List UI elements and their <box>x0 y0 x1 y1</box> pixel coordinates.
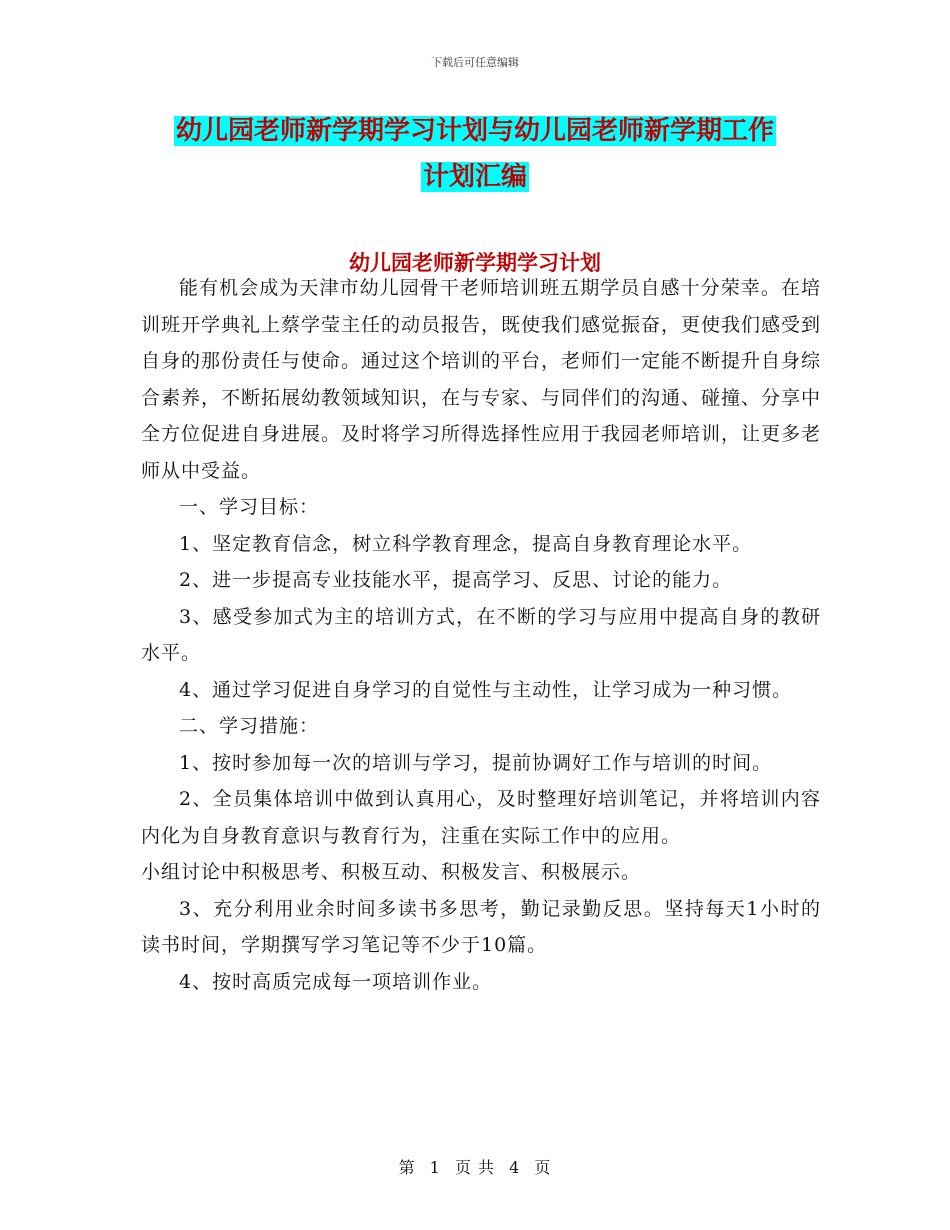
main-title <box>0 108 950 200</box>
heading-learning-measures: 二、学习措施： <box>179 715 320 737</box>
footer-suffix: 页 <box>534 1158 552 1177</box>
footer-current-page: 1 <box>429 1158 441 1177</box>
header-note: 下载后可任意编辑 <box>431 56 519 69</box>
main-title-line-1: 幼儿园老师新学期学习计划与幼儿园老师新学期工作 <box>175 116 774 146</box>
measure-item-2-continued: 小组讨论中积极思考、积极互动、积极发言、积极展示。 <box>141 861 642 883</box>
goal-item-4: 4、通过学习促进自身学习的自觉性与主动性，让学习成为一种习惯。 <box>179 678 793 701</box>
main-title-line-2: 计划汇编 <box>422 162 527 192</box>
page-footer <box>0 1155 950 1178</box>
document-body <box>141 270 821 1000</box>
footer-total-pages: 4 <box>509 1158 521 1177</box>
footer-prefix: 第 <box>398 1158 416 1177</box>
heading-learning-goals: 一、学习目标： <box>179 496 320 518</box>
measure-item-4: 4、按时高质完成每一项培训作业。 <box>179 970 493 993</box>
goal-item-3: 3、感受参加式为主的培训方式，在不断的学习与应用中提高自身的教研水平。 <box>141 605 821 664</box>
section-title: 幼儿园老师新学期学习计划 <box>349 251 601 275</box>
footer-mid: 页 共 <box>454 1158 496 1177</box>
goal-item-2: 2、进一步提高专业技能水平，提高学习、反思、讨论的能力。 <box>179 569 733 591</box>
measure-item-1: 1、按时参加每一次的培训与学习，提前协调好工作与培训的时间。 <box>179 751 773 774</box>
goal-item-1: 1、坚定教育信念，树立科学教育理念，提高自身教育理论水平。 <box>179 532 753 555</box>
measure-item-3: 3、充分利用业余时间多读书多思考，勤记录勤反思。坚持每天1小时的读书时间，学期撰写学习笔记等不少于10篇。 <box>141 897 821 956</box>
measure-item-2: 2、全员集体培训中做到认真用心，及时整理好培训笔记，并将培训内容内化为自身教育意识与教育行为，注重在实际工作中的应用。 <box>141 788 821 847</box>
paragraph-intro: 能有机会成为天津市幼儿园骨干老师培训班五期学员自感十分荣幸。在培训班开学典礼上蔡学莹主任的动员报告，既使我们感觉振奋，更使我们感受到自身的那份责任与使命。通过这个培训的平台，老师们一定能不断提升自身综合素养，不断拓展幼教领域知识，在与专家、与同伴们的沟通、碰撞、分享中全方位促进自身进展。及时将学习所得选择性应用于我园老师培训，让更多老师从中受益。 <box>141 277 822 482</box>
